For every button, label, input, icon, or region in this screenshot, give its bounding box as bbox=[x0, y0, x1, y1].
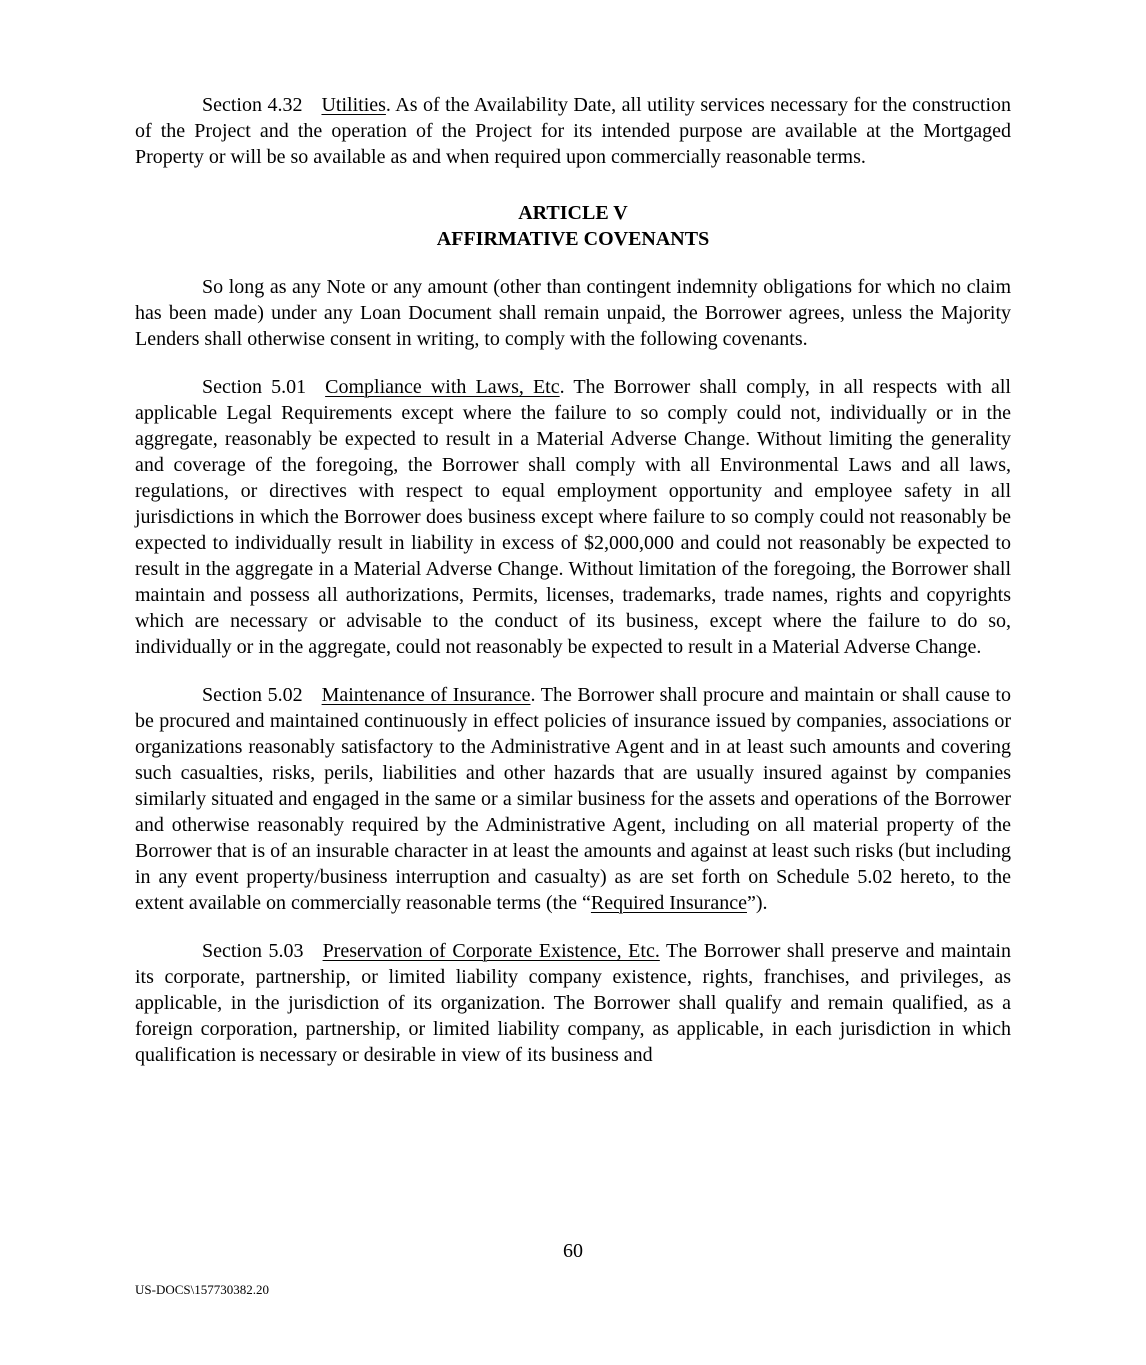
page-number: 60 bbox=[563, 1240, 583, 1262]
section-text: . The Borrower shall comply, in all respects with all applicable Legal Requirements except where the failure to so comply could not, individually or in the aggregate, reasonably be expected to result in a Material Adverse Change. Without limiting the generality and coverage of the foregoing, the Borrower shall comply with all Environmental Laws and all laws, regulations, or directives with respect to equal employment opportunity and employee safety in all jurisdictions in which the Borrower does business except where failure to so comply could not reasonably be expected to individually result in liability in excess of $2,000,000 and could not reasonably be expected to result in the aggregate in a Material Adverse Change. Without limitation of the foregoing, the Borrower shall maintain and possess all authorizations, Permits, licenses, trademarks, trade names, rights and copyrights which are necessary or advisable to the conduct of its business, except where the failure to do so, individually or in the aggregate, could not reasonably be expected to result in a Material Adverse Change. bbox=[135, 376, 1011, 658]
section-number: Section 4.32 bbox=[202, 94, 303, 116]
section-text-end: ”). bbox=[746, 892, 768, 914]
section-heading: Preservation of Corporate Existence, Etc. bbox=[322, 940, 660, 962]
defined-term: Required Insurance bbox=[590, 892, 747, 914]
section-text: . The Borrower shall procure and maintain or shall cause to be procured and maintained continuously in effect policies of insurance issued by companies, associations or organizations reasonably satisfactory to the Administrative Agent and in at least such amounts and covering such casualties, risks, perils, liabilities and other hazards that are usually insured against by companies similarly situated and engaged in the same or a similar business for the assets and operations of the Borrower and otherwise reasonably required by the Administrative Agent, including on all material property of the Borrower that is of an insurable character in at least the amounts and against at least such risks (but including in any event property/business interruption and casualty) as are set forth on Schedule 5.02 hereto, to the extent available on commercially reasonable terms (the “ bbox=[135, 684, 1011, 914]
section-heading: Compliance with Laws, Etc bbox=[325, 376, 560, 398]
section-5-03 bbox=[135, 938, 1011, 1068]
section-4-32 bbox=[135, 92, 1011, 170]
section-text: . As of the Availability Date, all utility services necessary for the construction of the Project and the operation of the Project for its intended purpose are available at the Mortgaged Property or will be so available as and when required upon commercially reasonable terms. bbox=[135, 94, 1011, 168]
section-text: The Borrower shall preserve and maintain its corporate, partnership, or limited liability company existence, rights, franchises, and privileges, as applicable, in the jurisdiction of its organization. The Borrower shall qualify and remain qualified, as a foreign corporation, partnership, or limited liability company, as applicable, in each jurisdiction in which qualification is necessary or desirable in view of its business and bbox=[135, 940, 1011, 1066]
section-number: Section 5.03 bbox=[202, 940, 304, 962]
article-number: ARTICLE V bbox=[518, 202, 628, 224]
section-5-02 bbox=[135, 682, 1011, 916]
section-number: Section 5.02 bbox=[202, 684, 303, 706]
article-title: AFFIRMATIVE COVENANTS bbox=[436, 228, 710, 250]
section-heading: Maintenance of Insurance bbox=[321, 684, 531, 706]
document-id: US-DOCS\157730382.20 bbox=[135, 1282, 269, 1297]
article-intro: So long as any Note or any amount (other than contingent indemnity obligations for which no claim has been made) under any Loan Document shall remain unpaid, the Borrower agrees, unless the Majority Lenders shall otherwise consent in writing, to comply with the following covenants. bbox=[135, 276, 1011, 350]
document-page bbox=[135, 92, 1011, 1068]
section-heading: Utilities bbox=[321, 94, 386, 116]
section-5-01 bbox=[135, 374, 1011, 660]
section-number: Section 5.01 bbox=[202, 376, 307, 398]
